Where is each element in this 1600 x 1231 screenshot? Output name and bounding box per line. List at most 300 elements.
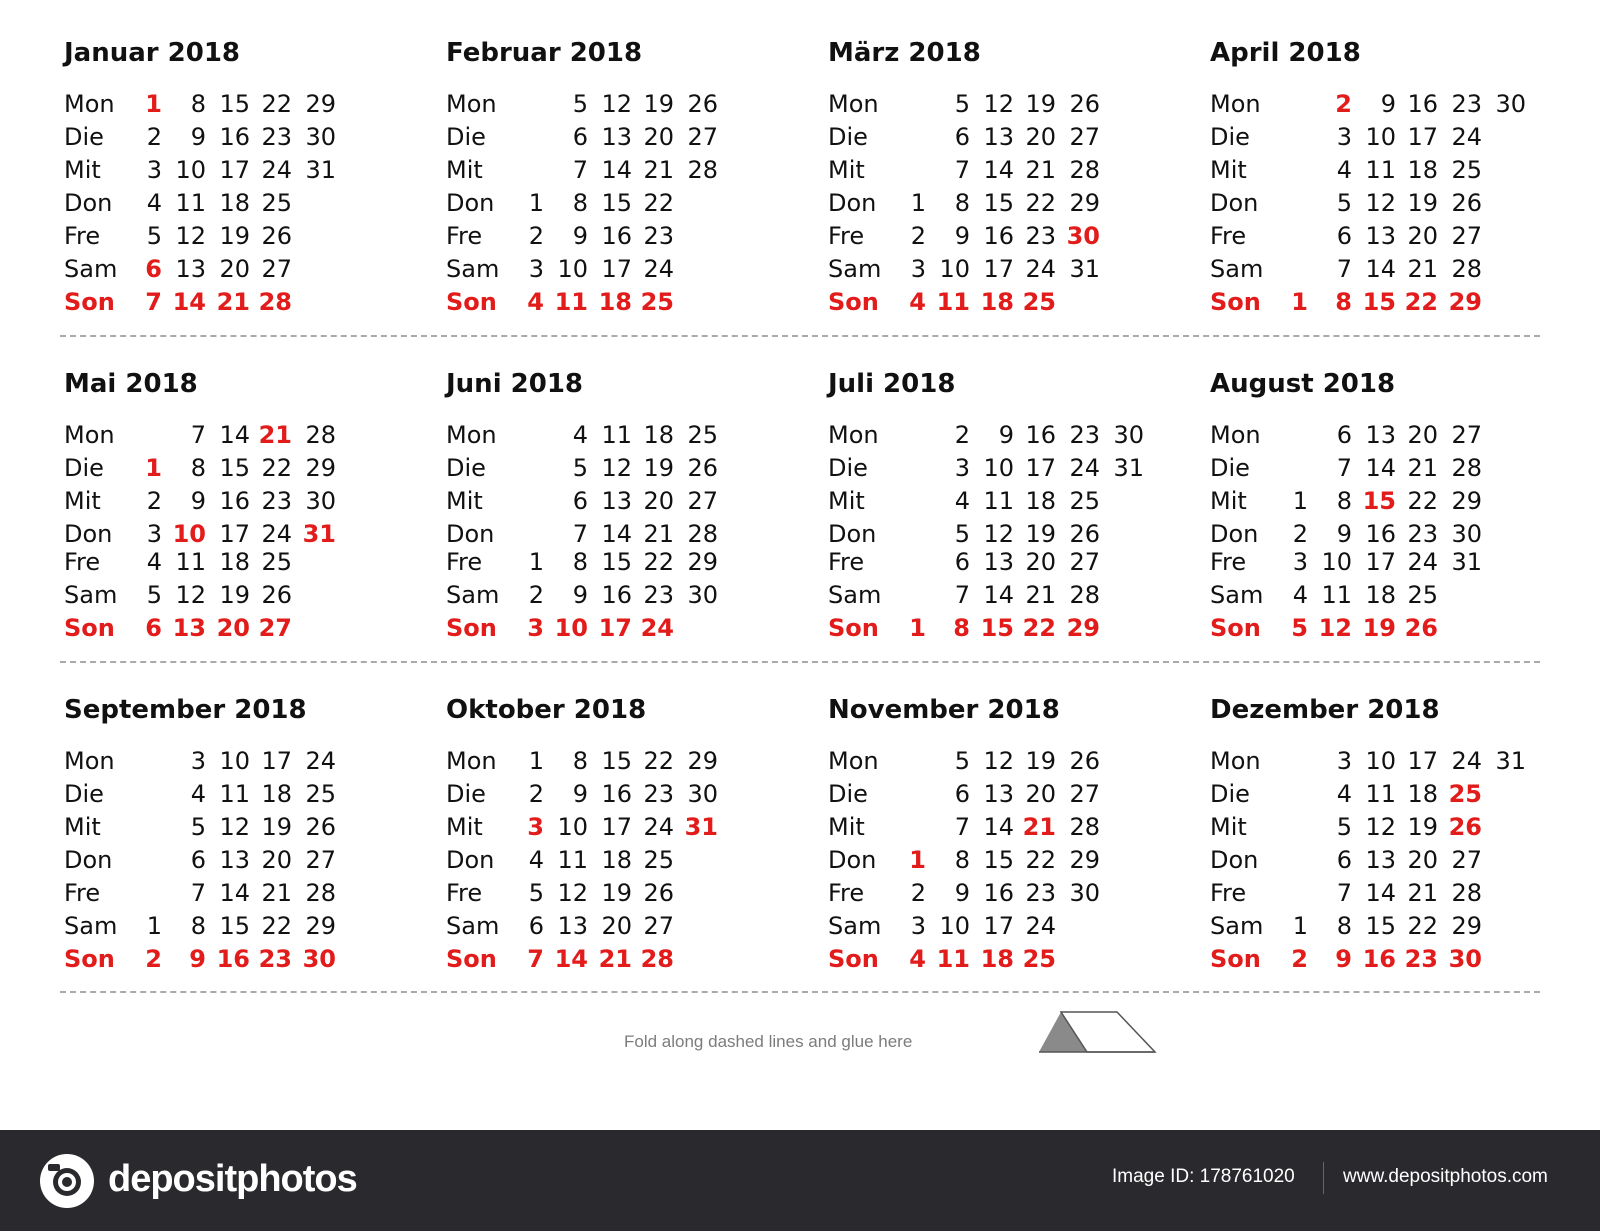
date-cell: 29 [687, 747, 718, 775]
date-cell: 27 [1069, 780, 1100, 808]
date-cell: 19 [1407, 813, 1438, 841]
week-row [446, 253, 826, 286]
date-cell: 21 [261, 879, 292, 907]
holiday-date: 6 [145, 255, 162, 283]
date-cell: 20 [219, 255, 250, 283]
date-cell: 23 [1451, 90, 1482, 118]
date-cell: 3 [146, 520, 162, 548]
date-cell: 9 [572, 780, 588, 808]
week-row [828, 286, 1208, 319]
holiday-date: 2 [145, 945, 162, 973]
weekday-label: Fre [1210, 222, 1247, 250]
holiday-date: 8 [953, 614, 970, 642]
date-cell: 28 [687, 520, 718, 548]
week-row [1210, 877, 1590, 910]
week-row [446, 844, 826, 877]
date-cell: 18 [1407, 780, 1438, 808]
date-cell: 9 [190, 123, 206, 151]
date-cell: 29 [305, 454, 336, 482]
date-cell: 12 [557, 879, 588, 907]
date-cell: 19 [261, 813, 292, 841]
date-cell: 19 [1025, 90, 1056, 118]
date-cell: 19 [1025, 520, 1056, 548]
date-cell: 21 [643, 156, 674, 184]
date-cell: 6 [1336, 222, 1352, 250]
holiday-date: 13 [172, 614, 206, 642]
holiday-date: 14 [554, 945, 588, 973]
weekday-label: Die [64, 780, 104, 808]
date-cell: 23 [1025, 222, 1056, 250]
logo-text: depositphotos [108, 1158, 357, 1200]
date-cell: 16 [983, 879, 1014, 907]
fold-instruction: Fold along dashed lines and glue here [624, 1032, 913, 1051]
holiday-date: 15 [1362, 487, 1396, 515]
holiday-date: 27 [258, 614, 292, 642]
date-cell: 8 [954, 189, 970, 217]
date-cell: 10 [939, 912, 970, 940]
date-cell: 22 [261, 912, 292, 940]
weekday-label: Sam [64, 255, 118, 283]
holiday-date: 3 [527, 614, 544, 642]
date-cell: 8 [190, 454, 206, 482]
date-cell: 15 [983, 189, 1014, 217]
date-cell: 4 [190, 780, 206, 808]
weekday-label: Fre [446, 879, 483, 907]
date-cell: 27 [1451, 846, 1482, 874]
week-row [64, 88, 444, 121]
date-cell: 7 [954, 581, 970, 609]
date-cell: 11 [1321, 581, 1352, 609]
weekday-label: Don [828, 846, 877, 874]
weekday-label: Fre [446, 548, 483, 576]
month-title: Mai 2018 [64, 369, 198, 399]
weekday-label: Don [446, 520, 495, 548]
date-cell: 13 [983, 780, 1014, 808]
weekday-label: Son [446, 945, 497, 973]
date-cell: 4 [1292, 581, 1308, 609]
date-cell: 21 [643, 520, 674, 548]
date-cell: 13 [219, 846, 250, 874]
weekday-label: Sam [828, 255, 882, 283]
weekday-label: Die [828, 780, 868, 808]
weekday-label: Sam [446, 581, 500, 609]
date-cell: 27 [305, 846, 336, 874]
date-cell: 29 [1451, 912, 1482, 940]
date-cell: 26 [1069, 520, 1100, 548]
holiday-date: 3 [527, 813, 544, 841]
weekday-label: Sam [1210, 255, 1264, 283]
week-row [64, 778, 444, 811]
date-cell: 9 [954, 879, 970, 907]
date-cell: 19 [643, 454, 674, 482]
date-cell: 12 [175, 581, 206, 609]
date-cell: 10 [557, 813, 588, 841]
date-cell: 6 [954, 548, 970, 576]
date-cell: 18 [1407, 156, 1438, 184]
date-cell: 23 [261, 123, 292, 151]
date-cell: 1 [146, 912, 162, 940]
date-cell: 3 [1292, 548, 1308, 576]
date-cell: 5 [146, 222, 162, 250]
date-cell: 9 [572, 581, 588, 609]
weekday-label: Mon [64, 747, 115, 775]
date-cell: 28 [1451, 454, 1482, 482]
date-cell: 5 [1336, 189, 1352, 217]
date-cell: 26 [1069, 90, 1100, 118]
date-cell: 20 [261, 846, 292, 874]
date-cell: 17 [983, 912, 1014, 940]
weekday-label: Son [1210, 614, 1261, 642]
date-cell: 17 [601, 813, 632, 841]
week-row [1210, 154, 1590, 187]
week-row [1210, 419, 1590, 452]
date-cell: 12 [983, 520, 1014, 548]
date-cell: 20 [601, 912, 632, 940]
date-cell: 8 [572, 548, 588, 576]
date-cell: 15 [219, 912, 250, 940]
date-cell: 28 [687, 156, 718, 184]
date-cell: 26 [305, 813, 336, 841]
date-cell: 26 [261, 581, 292, 609]
week-row [1210, 844, 1590, 877]
weekday-label: Mit [828, 813, 865, 841]
weekday-label: Mon [828, 747, 879, 775]
month-title: August 2018 [1210, 369, 1396, 399]
weekday-label: Fre [828, 548, 865, 576]
date-cell: 5 [954, 747, 970, 775]
weekday-label: Mit [446, 156, 483, 184]
month-title: Februar 2018 [446, 38, 643, 68]
weekday-label: Don [828, 189, 877, 217]
week-row [64, 187, 444, 220]
month-title: September 2018 [64, 695, 307, 725]
weekday-label: Die [1210, 780, 1250, 808]
date-cell: 14 [601, 520, 632, 548]
date-cell: 19 [219, 222, 250, 250]
week-row [446, 286, 826, 319]
week-row [64, 910, 444, 943]
weekday-label: Don [64, 846, 113, 874]
date-cell: 6 [528, 912, 544, 940]
date-cell: 1 [1292, 487, 1308, 515]
month-block [64, 38, 444, 328]
camera-icon [38, 1152, 96, 1210]
week-row [64, 745, 444, 778]
date-cell: 7 [572, 520, 588, 548]
image-id: Image ID: 178761020 [1112, 1166, 1295, 1187]
date-cell: 23 [1025, 879, 1056, 907]
date-cell: 14 [1365, 255, 1396, 283]
date-cell: 29 [687, 548, 718, 576]
month-block [1210, 38, 1590, 328]
date-cell: 14 [219, 421, 250, 449]
date-cell: 11 [219, 780, 250, 808]
weekday-label: Die [1210, 454, 1250, 482]
holiday-date: 20 [216, 614, 250, 642]
date-cell: 31 [1495, 747, 1526, 775]
week-row [828, 910, 1208, 943]
date-cell: 16 [601, 780, 632, 808]
week-row [64, 286, 444, 319]
date-cell: 13 [175, 255, 206, 283]
holiday-date: 18 [980, 945, 1014, 973]
week-row [446, 811, 826, 844]
weekday-label: Mit [64, 813, 101, 841]
holiday-date: 31 [684, 813, 718, 841]
date-cell: 9 [954, 222, 970, 250]
holiday-date: 25 [1022, 945, 1056, 973]
date-cell: 25 [261, 189, 292, 217]
date-cell: 5 [572, 90, 588, 118]
date-cell: 19 [1407, 189, 1438, 217]
weekday-label: Don [64, 189, 113, 217]
holiday-date: 23 [1404, 945, 1438, 973]
date-cell: 17 [219, 520, 250, 548]
fold-dashed-line [60, 335, 1540, 337]
date-cell: 22 [643, 548, 674, 576]
week-row [446, 778, 826, 811]
month-block [446, 38, 826, 328]
weekday-label: Mit [828, 156, 865, 184]
holiday-date: 25 [1448, 780, 1482, 808]
date-cell: 31 [1069, 255, 1100, 283]
week-row [828, 579, 1208, 612]
date-cell: 23 [643, 581, 674, 609]
week-row [828, 154, 1208, 187]
week-row [828, 253, 1208, 286]
date-cell: 16 [601, 222, 632, 250]
date-cell: 31 [1113, 454, 1144, 482]
date-cell: 21 [1025, 581, 1056, 609]
weekday-label: Mon [1210, 747, 1261, 775]
holiday-date: 26 [1404, 614, 1438, 642]
date-cell: 20 [1407, 222, 1438, 250]
date-cell: 3 [954, 454, 970, 482]
date-cell: 8 [1336, 487, 1352, 515]
date-cell: 21 [1407, 255, 1438, 283]
holiday-date: 29 [1066, 614, 1100, 642]
date-cell: 17 [261, 747, 292, 775]
week-row [64, 452, 444, 485]
weekday-label: Mon [446, 747, 497, 775]
date-cell: 22 [261, 90, 292, 118]
date-cell: 4 [1336, 156, 1352, 184]
holiday-date: 14 [172, 288, 206, 316]
date-cell: 23 [1407, 520, 1438, 548]
holiday-date: 15 [980, 614, 1014, 642]
weekday-label: Die [446, 454, 486, 482]
week-row [446, 187, 826, 220]
date-cell: 9 [1336, 520, 1352, 548]
date-cell: 5 [190, 813, 206, 841]
weekday-label: Mit [1210, 813, 1247, 841]
month-block [446, 695, 826, 985]
date-cell: 22 [1025, 846, 1056, 874]
date-cell: 22 [1407, 487, 1438, 515]
date-cell: 16 [601, 581, 632, 609]
date-cell: 19 [219, 581, 250, 609]
date-cell: 1 [528, 548, 544, 576]
week-row [446, 154, 826, 187]
weekday-label: Son [64, 945, 115, 973]
date-cell: 29 [1069, 189, 1100, 217]
date-cell: 20 [643, 487, 674, 515]
date-cell: 28 [305, 421, 336, 449]
date-cell: 2 [954, 421, 970, 449]
weekday-label: Sam [64, 581, 118, 609]
holiday-date: 18 [980, 288, 1014, 316]
holiday-date: 11 [936, 945, 970, 973]
week-row [64, 579, 444, 612]
date-cell: 26 [1069, 747, 1100, 775]
week-row [1210, 546, 1590, 579]
week-row [828, 877, 1208, 910]
week-row [64, 154, 444, 187]
weekday-label: Fre [64, 548, 101, 576]
week-row [828, 88, 1208, 121]
month-block [1210, 695, 1590, 985]
date-cell: 21 [1407, 454, 1438, 482]
fold-dashed-line [60, 661, 1540, 663]
date-cell: 5 [146, 581, 162, 609]
holiday-date: 28 [640, 945, 674, 973]
month-title: April 2018 [1210, 38, 1361, 68]
date-cell: 2 [146, 487, 162, 515]
week-row [1210, 612, 1590, 645]
date-cell: 7 [190, 421, 206, 449]
holiday-date: 11 [554, 288, 588, 316]
holiday-date: 10 [172, 520, 206, 548]
weekday-label: Don [1210, 846, 1259, 874]
month-title: Oktober 2018 [446, 695, 647, 725]
week-row [828, 612, 1208, 645]
weekday-label: Sam [446, 912, 500, 940]
weekday-label: Die [1210, 123, 1250, 151]
weekday-label: Fre [446, 222, 483, 250]
date-cell: 13 [1365, 421, 1396, 449]
date-cell: 8 [954, 846, 970, 874]
week-row [446, 612, 826, 645]
date-cell: 25 [1451, 156, 1482, 184]
date-cell: 4 [146, 548, 162, 576]
holiday-date: 24 [640, 614, 674, 642]
date-cell: 2 [910, 222, 926, 250]
date-cell: 18 [1365, 581, 1396, 609]
holiday-date: 1 [1291, 288, 1308, 316]
holiday-date: 9 [1335, 945, 1352, 973]
weekday-label: Mit [64, 156, 101, 184]
date-cell: 8 [190, 912, 206, 940]
date-cell: 9 [1380, 90, 1396, 118]
holiday-date: 31 [302, 520, 336, 548]
date-cell: 24 [1451, 123, 1482, 151]
date-cell: 27 [1451, 222, 1482, 250]
weekday-label: Don [1210, 520, 1259, 548]
date-cell: 8 [1336, 912, 1352, 940]
week-row [446, 121, 826, 154]
week-row [1210, 778, 1590, 811]
date-cell: 31 [1451, 548, 1482, 576]
week-row [1210, 579, 1590, 612]
weekday-label: Fre [828, 879, 865, 907]
date-cell: 1 [1292, 912, 1308, 940]
date-cell: 15 [219, 90, 250, 118]
date-cell: 27 [643, 912, 674, 940]
weekday-label: Mon [828, 421, 879, 449]
date-cell: 10 [1365, 747, 1396, 775]
date-cell: 24 [643, 255, 674, 283]
weekday-label: Mon [1210, 421, 1261, 449]
date-cell: 9 [998, 421, 1014, 449]
depositphotos-logo[interactable] [38, 1150, 358, 1212]
week-row [828, 778, 1208, 811]
holiday-date: 30 [302, 945, 336, 973]
date-cell: 24 [1451, 747, 1482, 775]
month-title: Januar 2018 [64, 38, 241, 68]
date-cell: 14 [983, 581, 1014, 609]
holiday-date: 29 [1448, 288, 1482, 316]
week-row [1210, 220, 1590, 253]
date-cell: 6 [572, 123, 588, 151]
week-row [828, 121, 1208, 154]
holiday-date: 4 [909, 288, 926, 316]
date-cell: 20 [1407, 421, 1438, 449]
site-url[interactable]: www.depositphotos.com [1343, 1166, 1548, 1187]
footer-bar [0, 1130, 1600, 1231]
date-cell: 19 [1025, 747, 1056, 775]
date-cell: 14 [983, 813, 1014, 841]
weekday-label: Son [1210, 288, 1261, 316]
weekday-label: Son [446, 614, 497, 642]
date-cell: 3 [528, 255, 544, 283]
holiday-date: 8 [1335, 288, 1352, 316]
date-cell: 19 [643, 90, 674, 118]
date-cell: 29 [1451, 487, 1482, 515]
date-cell: 2 [146, 123, 162, 151]
month-title: Juni 2018 [446, 369, 584, 399]
date-cell: 17 [1365, 548, 1396, 576]
date-cell: 1 [528, 747, 544, 775]
weekday-label: Die [828, 454, 868, 482]
date-cell: 6 [1336, 421, 1352, 449]
date-cell: 22 [643, 747, 674, 775]
date-cell: 27 [1069, 123, 1100, 151]
date-cell: 18 [1025, 487, 1056, 515]
date-cell: 7 [572, 156, 588, 184]
date-cell: 12 [601, 90, 632, 118]
date-cell: 13 [983, 123, 1014, 151]
date-cell: 15 [983, 846, 1014, 874]
date-cell: 24 [261, 156, 292, 184]
week-row [1210, 745, 1590, 778]
weekday-label: Son [828, 945, 879, 973]
week-row [446, 452, 826, 485]
month-block [64, 695, 444, 985]
date-cell: 2 [1292, 520, 1308, 548]
date-cell: 12 [601, 454, 632, 482]
week-row [446, 943, 826, 976]
weekday-label: Mon [828, 90, 879, 118]
date-cell: 29 [305, 90, 336, 118]
date-cell: 16 [1365, 520, 1396, 548]
week-row [828, 419, 1208, 452]
week-row [64, 811, 444, 844]
date-cell: 28 [1451, 255, 1482, 283]
date-cell: 2 [528, 581, 544, 609]
holiday-date: 16 [216, 945, 250, 973]
holiday-date: 7 [145, 288, 162, 316]
holiday-date: 4 [909, 945, 926, 973]
